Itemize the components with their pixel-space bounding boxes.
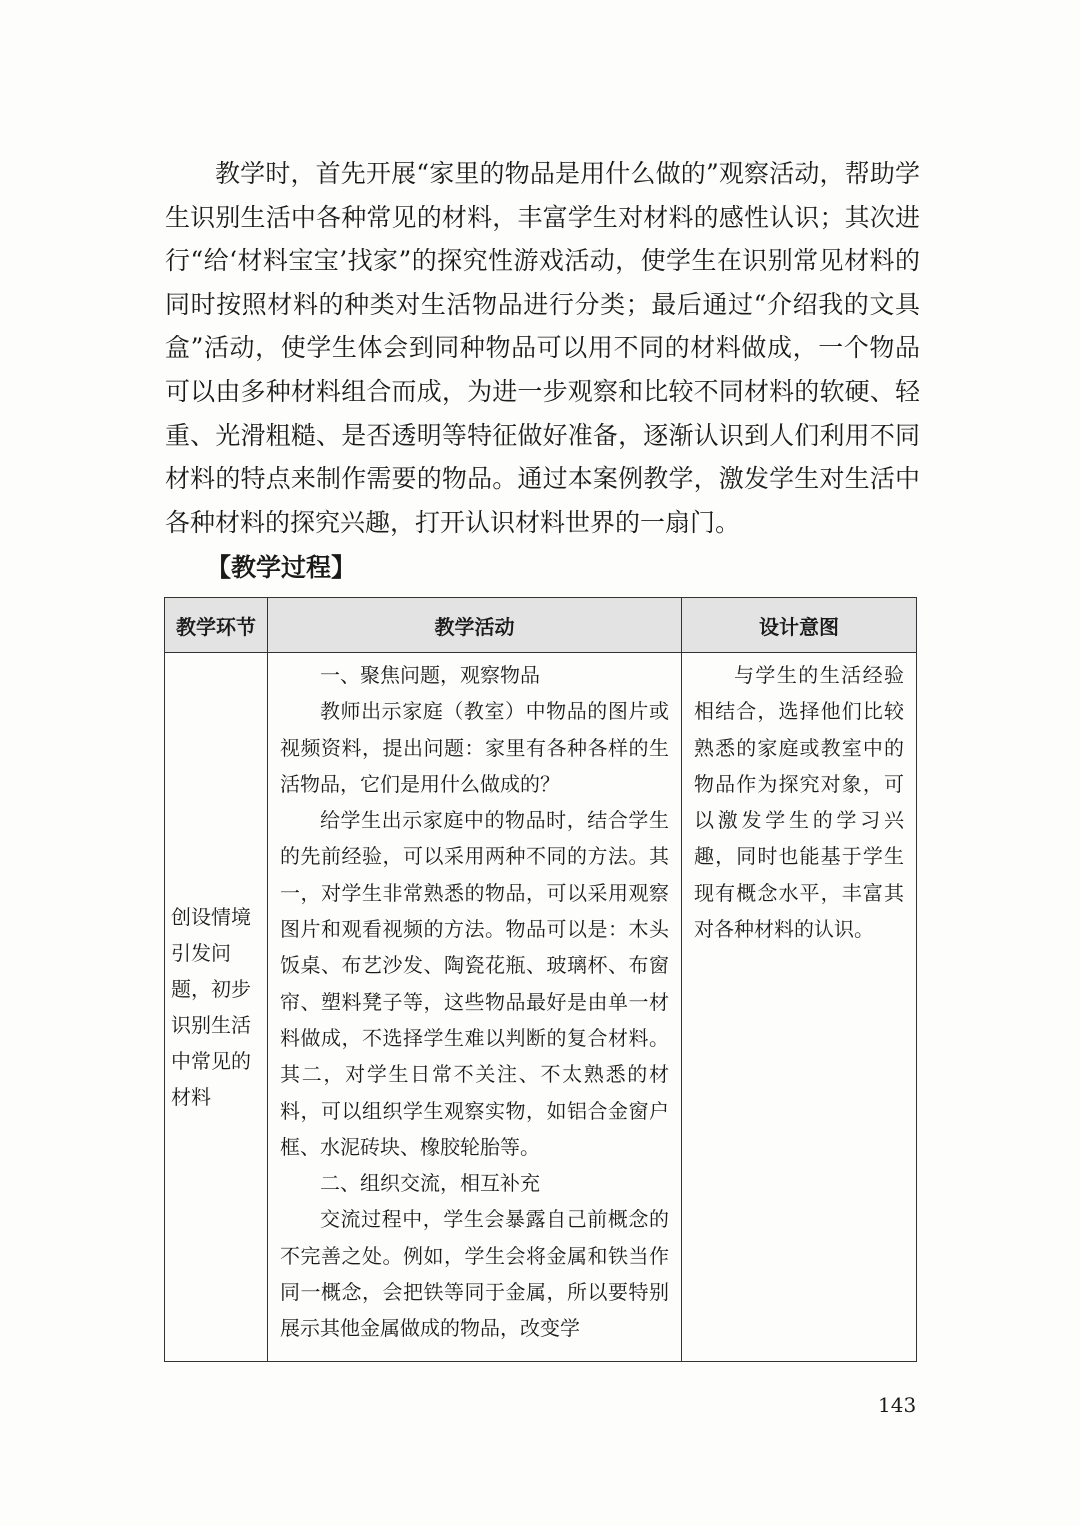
intro-paragraph: 教学时，首先开展“家里的物品是用什么做的”观察活动，帮助学生识别生活中各种常见的材料，丰富学生对材料的感性认识；其次进行“给‘材料宝宝’找家”的探究性游戏活动，使学生在识别常见材料的同时按照材料的种类对生活物品进行分类；最后通过“介绍我的文具盒”活动，使学生体会到同种物品可以用不同的材料做成，一个物品可以由多种材料组合而成，为进一步观察和比较不同材料的软硬、轻重、光滑粗糙、是否透明等特征做好准备，逐渐认识到人们利用不同材料的特点来制作需要的物品。通过本案例教学，激发学生对生活中各种材料的探究兴趣，打开认识材料世界的一扇门。	[165, 159, 920, 537]
page-number: 143	[878, 1393, 917, 1417]
intent-cell	[682, 653, 917, 1362]
stage-cell: 创设情境引发问题，初步识别生活中常见的材料	[165, 653, 268, 1362]
activity-paragraph-3: 交流过程中，学生会暴露自己前概念的不完善之处。例如，学生会将金属和铁当作同一概念，会把铁等同于金属，所以要特别展示其他金属做成的物品，改变学	[280, 1207, 669, 1341]
activity-heading-2: 二、组织交流，相互补充	[320, 1171, 540, 1196]
table-header-row	[165, 598, 917, 653]
activity-paragraph-2: 给学生出示家庭中的物品时，结合学生的先前经验，可以采用两种不同的方法。其一，对学生非常熟悉的物品，可以采用观察图片和观看视频的方法。物品可以是：木头饭桌、布艺沙发、陶瓷花瓶、玻璃杯、布窗帘、塑料凳子等，这些物品最好是由单一材料做成，不选择学生难以判断的复合材料。其二，对学生日常不关注、不太熟悉的材料，可以组织学生观察实物，如铝合金窗户框、水泥砖块、橡胶轮胎等。	[280, 808, 669, 1159]
header-intent: 设计意图	[682, 598, 917, 653]
section-heading: 【教学过程】	[206, 553, 357, 582]
activity-heading-1: 一、聚焦问题，观察物品	[320, 663, 540, 687]
intro-text	[165, 152, 920, 544]
header-stage: 教学环节	[165, 598, 268, 653]
header-activity: 教学活动	[268, 598, 682, 653]
activity-cell	[268, 653, 682, 1362]
activity-paragraph-1: 教师出示家庭（教室）中物品的图片或视频资料，提出问题：家里有各种各样的生活物品，它们是用什么做成的？	[280, 699, 669, 796]
intent-paragraph: 与学生的生活经验相结合，选择他们比较熟悉的家庭或教室中的物品作为探究对象，可以激发学生的学习兴趣，同时也能基于学生现有概念水平，丰富其对各种材料的认识。	[694, 663, 904, 942]
teaching-process-table	[164, 597, 917, 1362]
table-row	[165, 653, 917, 1362]
